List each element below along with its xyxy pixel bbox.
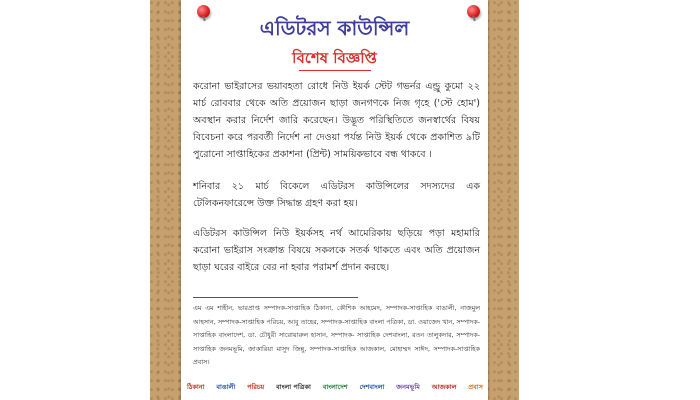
signatories-list: এম এম শাহীন, ভারপ্রাপ্ত সম্পাদক-সাপ্তাহিক ঠিকানা, কৌশিক আহমেদ, সম্পাদক-সাপ্তাহিক বাঙালী, নাজমুল আহসান, সম্পাদক-সাপ্তাহিক পরিচয়, আবু তাহের, সম্পাদক-সাপ্তাহিক বাংলা পত্রিকা, ডা. ওয়াজেদ খান, সম্পাদক-সাপ্তাহিক বাংলাদেশ, ডা. চৌধুরী সারোয়ারুল হাসান, সম্পাদক- সাপ্তাহিক দেশবাংলা, রতন তালুকদার, সম্পাদক-সাপ্তাহিক জনমভূমি, জাকারিয়া মাসুদ জিন্নু, সম্পাদক-সাপ্তাহিক আজকাল, মোহাম্মদ সাঈদ, সম্পাদক-সাপ্তাহিক প্রবাস। <box>193 304 480 366</box>
subtitle-underline <box>299 70 371 71</box>
newspaper-logos <box>185 378 485 396</box>
notice-subtitle: বিশেষ বিজ্ঞপ্তি <box>292 49 377 67</box>
notice-paragraph-2: শনিবার ২১ মার্চ বিকেলে এডিটরস কাউন্সিলের সদস্যদের এক টেলিকনফারেন্সে উক্ত সিদ্ধান্ত গ্রহণ করা হয়। <box>193 181 480 209</box>
notice-paragraph-1: করোনা ভাইরাসের ভয়াবহতা রোধে নিউ ইয়র্ক স্টেট গভর্নর এন্ড্রু কুমো ২২ মার্চ রোববার থেকে অতি প্রয়োজন ছাড়া জনগণকে নিজ গৃহে ('স্টে হোম') অবস্থান করার নির্দেশ জারি করেছেন। উদ্ভূত পরিস্থিতিতে জনস্বার্থের বিষয় বিবেচনা করে পরবর্তী নির্দেশ না দেওয়া পর্যন্ত নিউ ইয়র্ক থেকে প্রকাশিত ৯টি পুরোনো সাপ্তাহিকের প্রকাশনা (প্রিন্ট) সাময়িকভাবে বন্ধ থাকবে । <box>193 81 480 160</box>
logo-bangali: বাঙালী <box>216 383 236 391</box>
logo-probash: প্রবাস <box>468 383 483 391</box>
logo-bangladesh: বাংলাদেশ <box>322 383 348 391</box>
logo-bangla-patrika: বাংলা পত্রিকা <box>276 383 311 391</box>
logo-thikana: ঠিকানা <box>187 383 205 391</box>
pushpin-icon <box>197 5 210 18</box>
notice-paragraph-3: এডিটরস কাউন্সিল নিউ ইয়র্কসহ নর্থ আমেরিকায় ছড়িয়ে পড়া মহামারি করোনা ভাইরাস সংক্রান্ত বিষয়ে সকলকে সতর্ক থাকতে এবং অতি প্রয়োজন ছাড়া ঘরের বাইরে বের না হবার পরামর্শ প্রদান করছে। <box>193 228 480 273</box>
logo-janmabhumi: জনমভূমি <box>396 383 420 391</box>
logo-deshbangla: দেশবাংলা <box>359 383 385 391</box>
signatory-divider <box>193 297 358 298</box>
notice-title: এডিটরস কাউন্সিল <box>259 16 410 40</box>
notice-paper <box>181 0 488 400</box>
logo-ajkal: আজকাল <box>431 383 457 391</box>
logo-porichoy: পরিচয় <box>247 383 265 391</box>
pushpin-icon <box>467 5 480 18</box>
